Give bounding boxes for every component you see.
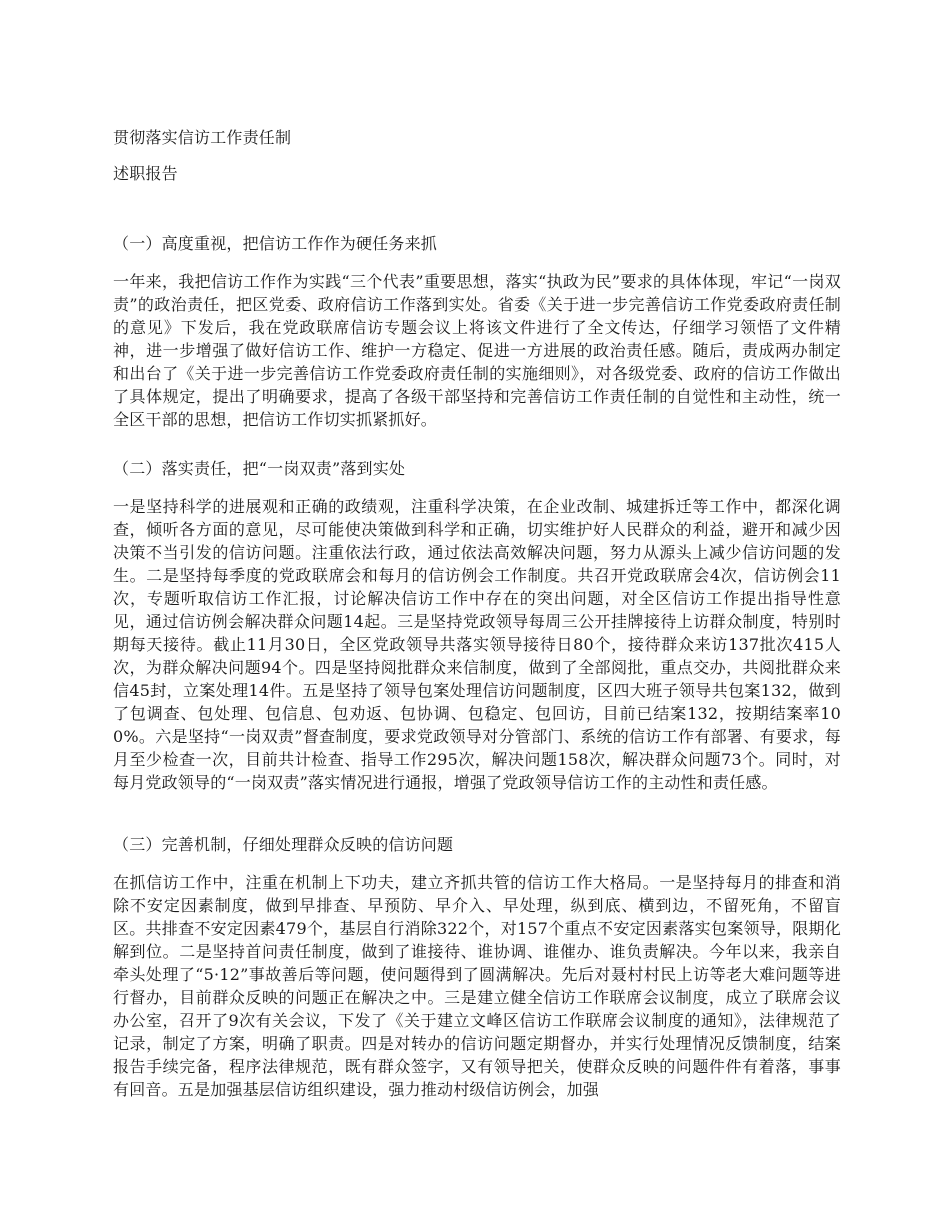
- section-heading-1: （一）高度重视，把信访工作作为硬任务来抓: [113, 234, 438, 253]
- section-heading-3: （三）完善机制，仔细处理群众反映的信访问题: [113, 835, 454, 854]
- document-title: 贯彻落实信访工作责任制: [113, 128, 292, 147]
- section-body-2: 一是坚持科学的进展观和正确的政绩观，注重科学决策，在企业改制、城建拆迁等工作中，都深化调查，倾听各方面的意见，尽可能使决策做到科学和正确，切实维护好人民群众的利益，避开和减少因决策不当引发的信访问题。注重依法行政，通过依法高效解决问题，努力从源头上减少信访问题的发生。二是坚持每季度的党政联席会和每月的信访例会工作制度。共召开党政联席会4次，信访例会11次，专题听取信访工作汇报，讨论解决信访工作中存在的突出问题，对全区信访工作提出指导性意见，通过信访例会解决群众问题14起。三是坚持党政领导每周三公开挂牌接待上访群众制度，特别时期每天接待。截止11月30日，全区党政领导共落实领导接待日80个，接待群众来访137批次415人次，为群众解决问题94个。四是坚持阅批群众来信制度，做到了全部阅批，重点交办，共阅批群众来信45封，立案处理14件。五是坚持了领导包案处理信访问题制度，区四大班子领导共包案132，做到了包调查、包处理、包信息、包劝返、包协调、包稳定、包回访，目前已结案132，按期结案率100%。六是坚持“一岗双责”督查制度，要求党政领导对分管部门、系统的信访工作有部署、有要求，每月至少检查一次，目前共计检查、指导工作295次，解决问题158次，解决群众问题73个。同时，对每月党政领导的“一岗双责”落实情况进行通报，增强了党政领导信访工作的主动性和责任感。: [113, 497, 841, 792]
- section-body-1: 一年来，我把信访工作作为实践“三个代表”重要思想，落实“执政为民”要求的具体体现，牢记“一岗双责”的政治责任，把区党委、政府信访工作落到实处。省委《关于进一步完善信访工作党委政府责任制的意见》下发后，我在党政联席信访专题会议上将该文件进行了全文传达，仔细学习领悟了文件精神，进一步增强了做好信访工作、维护一方稳定、促进一方进展的政治责任感。随后，责成两办制定和出台了《关于进一步完善信访工作党委政府责任制的实施细则》，对各级党委、政府的信访工作做出了具体规定，提出了明确要求，提高了各级干部坚持和完善信访工作责任制的自觉性和主动性，统一全区干部的思想，把信访工作切实抓紧抓好。: [113, 272, 841, 429]
- document-subtitle: 述职报告: [113, 164, 178, 183]
- section-heading-2: （二）落实责任，把“一岗双责”落到实处: [113, 459, 406, 478]
- section-body-3: 在抓信访工作中，注重在机制上下功夫，建立齐抓共管的信访工作大格局。一是坚持每月的排查和消除不安定因素制度，做到早排查、早预防、早介入、早处理，纵到底、横到边，不留死角，不留盲区。共排查不安定因素479个，基层自行消除322个，对157个重点不安定因素落实包案领导，限期化解到位。二是坚持首问责任制度，做到了谁接待、谁协调、谁催办、谁负责解决。今年以来，我亲自牵头处理了“5·12”事故善后等问题，使问题得到了圆满解决。先后对聂村村民上访等老大难问题等进行督办，目前群众反映的问题正在解决之中。三是建立健全信访工作联席会议制度，成立了联席会议办公室，召开了9次有关会议，下发了《关于建立文峰区信访工作联席会议制度的通知》，法律规范了记录，制定了方案，明确了职责。四是对转办的信访问题定期督办，并实行处理情况反馈制度，结案报告手续完备，程序法律规范，既有群众签字，又有领导把关，使群众反映的问题件件有着落，事事有回音。五是加强基层信访组织建设，强力推动村级信访例会，加强: [113, 873, 841, 1099]
